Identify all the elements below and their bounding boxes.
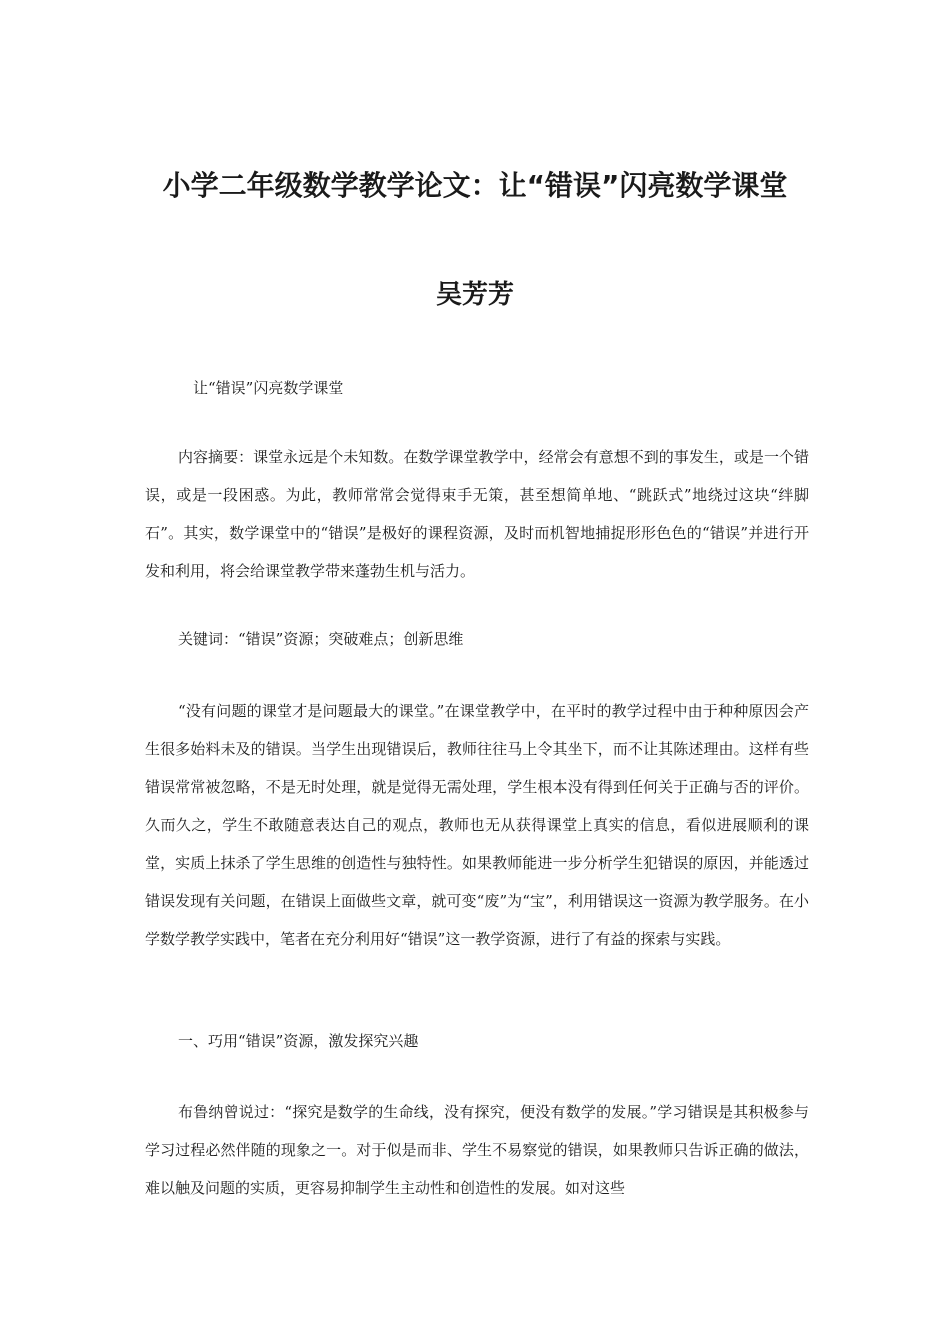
- section1-heading: 一、巧用“错误”资源，激发探究兴趣: [178, 1032, 419, 1050]
- summary-paragraph: 内容摘要：课堂永远是个未知数。在数学课堂教学中，经常会有意想不到的事发生，或是一个错误，或是一段困惑。为此，教师常常会觉得束手无策，甚至想简单地、“跳跃式”地绕过这块“绊脚石”。其实，数学课堂中的“错误”是极好的课程资源，及时而机智地捕捉形形色色的“错误”并进行开发和利用，将会给课堂教学带来蓬勃生机与活力。: [145, 448, 809, 580]
- keywords-paragraph: 关键词：“错误”资源；突破难点；创新思维: [178, 630, 464, 648]
- intro-paragraph: “没有问题的课堂才是问题最大的课堂。”在课堂教学中，在平时的教学过程中由于种种原因会产生很多始料未及的错误。当学生出现错误后，教师往往马上令其坐下，而不让其陈述理由。这样有些错误常常被忽略，不是无时处理，就是觉得无需处理，学生根本没有得到任何关于正确与否的评价。久而久之，学生不敢随意表达自己的观点，教师也无从获得课堂上真实的信息，看似进展顺利的课堂，实质上抹杀了学生思维的创造性与独特性。如果教师能进一步分析学生犯错误的原因，并能透过错误发现有关问题，在错误上面做些文章，就可变“废”为“宝”，利用错误这一资源为教学服务。在小学数学教学实践中，笔者在充分利用好“错误”这一教学资源，进行了有益的探索与实践。: [145, 702, 809, 948]
- document-subtitle: 让“错误”闪亮数学课堂: [193, 379, 344, 397]
- document-author: 吴芳芳: [435, 280, 514, 310]
- document-title: 小学二年级数学教学论文：让“错误”闪亮数学课堂: [162, 169, 788, 202]
- section1-paragraph: 布鲁纳曾说过：“探究是数学的生命线，没有探究，便没有数学的发展。”学习错误是其积极参与学习过程必然伴随的现象之一。对于似是而非、学生不易察觉的错误，如果教师只告诉正确的做法，难以触及问题的实质，更容易抑制学生主动性和创造性的发展。如对这些: [145, 1103, 809, 1197]
